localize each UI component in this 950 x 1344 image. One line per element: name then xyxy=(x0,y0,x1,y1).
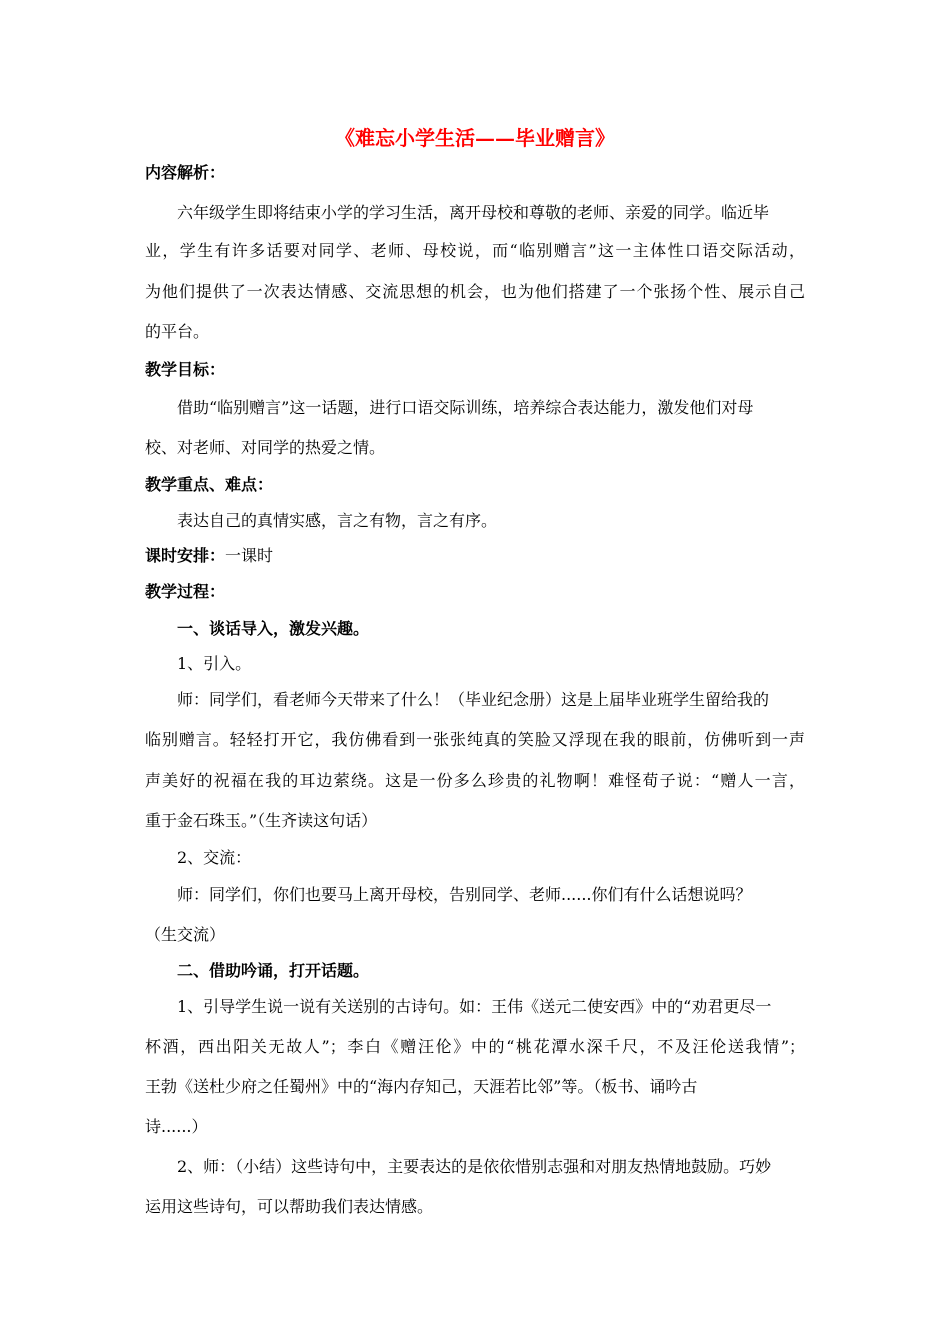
paragraph-line: 杯酒，西出阳关无故人”；李白《赠汪伦》中的“桃花潭水深千尺，不及汪伦送我情”； xyxy=(145,1037,805,1056)
section-heading-teaching-goals: 教学目标： xyxy=(145,360,226,379)
schedule-value: 一课时 xyxy=(225,546,274,565)
paragraph-line: 诗......） xyxy=(145,1117,208,1136)
schedule-label: 课时安排： xyxy=(145,546,226,565)
paragraph-line: 1、引导学生说一说有关送别的古诗句。如：王伟《送元二使安西》中的“劝君更尽一 xyxy=(177,997,772,1016)
section-heading-content-analysis: 内容解析： xyxy=(145,163,226,182)
paragraph-line: 表达自己的真情实感，言之有物，言之有序。 xyxy=(177,511,498,530)
paragraph-line: 声美好的祝福在我的耳边萦绕。这是一份多么珍贵的礼物啊！难怪荀子说：“赠人一言， xyxy=(145,771,805,790)
paragraph-line: 2、交流： xyxy=(177,848,252,867)
section-heading-key-points: 教学重点、难点： xyxy=(145,475,274,494)
paragraph-line: 校、对老师、对同学的热爱之情。 xyxy=(145,438,386,457)
paragraph-line: 王勃《送杜少府之任蜀州》中的“海内存知己，天涯若比邻”等。（板书、诵吟古 xyxy=(145,1077,698,1096)
paragraph-line: 师：同学们，看老师今天带来了什么！（毕业纪念册）这是上届毕业班学生留给我的 xyxy=(177,690,770,709)
paragraph-line: 六年级学生即将结束小学的学习生活，离开母校和尊敬的老师、亲爱的同学。临近毕 xyxy=(177,203,770,222)
subsection-heading-1: 一、谈话导入，激发兴趣。 xyxy=(177,619,370,638)
paragraph-line: 为他们提供了一次表达情感、交流思想的机会，也为他们搭建了一个张扬个性、展示自己 xyxy=(145,282,805,301)
document-title: 《难忘小学生活——毕业赠言》 xyxy=(335,126,615,150)
paragraph-line: 的平台。 xyxy=(145,322,210,341)
paragraph-line: （生交流） xyxy=(145,925,226,944)
paragraph-line: 1、引入。 xyxy=(177,654,252,673)
paragraph-line: 2、师：（小结）这些诗句中，主要表达的是依依惜别志强和对朋友热情地鼓励。巧妙 xyxy=(177,1157,772,1176)
paragraph-line: 借助“临别赠言”这一话题，进行口语交际训练，培养综合表达能力，激发他们对母 xyxy=(177,398,754,417)
paragraph-line: 运用这些诗句，可以帮助我们表达情感。 xyxy=(145,1197,434,1216)
paragraph-line: 临别赠言。轻轻打开它，我仿佛看到一张张纯真的笑脸又浮现在我的眼前，仿佛听到一声 xyxy=(145,730,805,749)
paragraph-line: 重于金石珠玉。”（生齐读这句话） xyxy=(145,811,378,830)
paragraph-line: 业，学生有许多话要对同学、老师、母校说，而“临别赠言”这一主体性口语交际活动， xyxy=(145,241,805,260)
subsection-heading-2: 二、借助吟诵，打开话题。 xyxy=(177,961,370,980)
section-heading-teaching-process: 教学过程： xyxy=(145,582,226,601)
schedule-line xyxy=(145,546,273,566)
paragraph-line: 师：同学们，你们也要马上离开母校，告别同学、老师......你们有什么话想说吗？ xyxy=(177,885,752,904)
